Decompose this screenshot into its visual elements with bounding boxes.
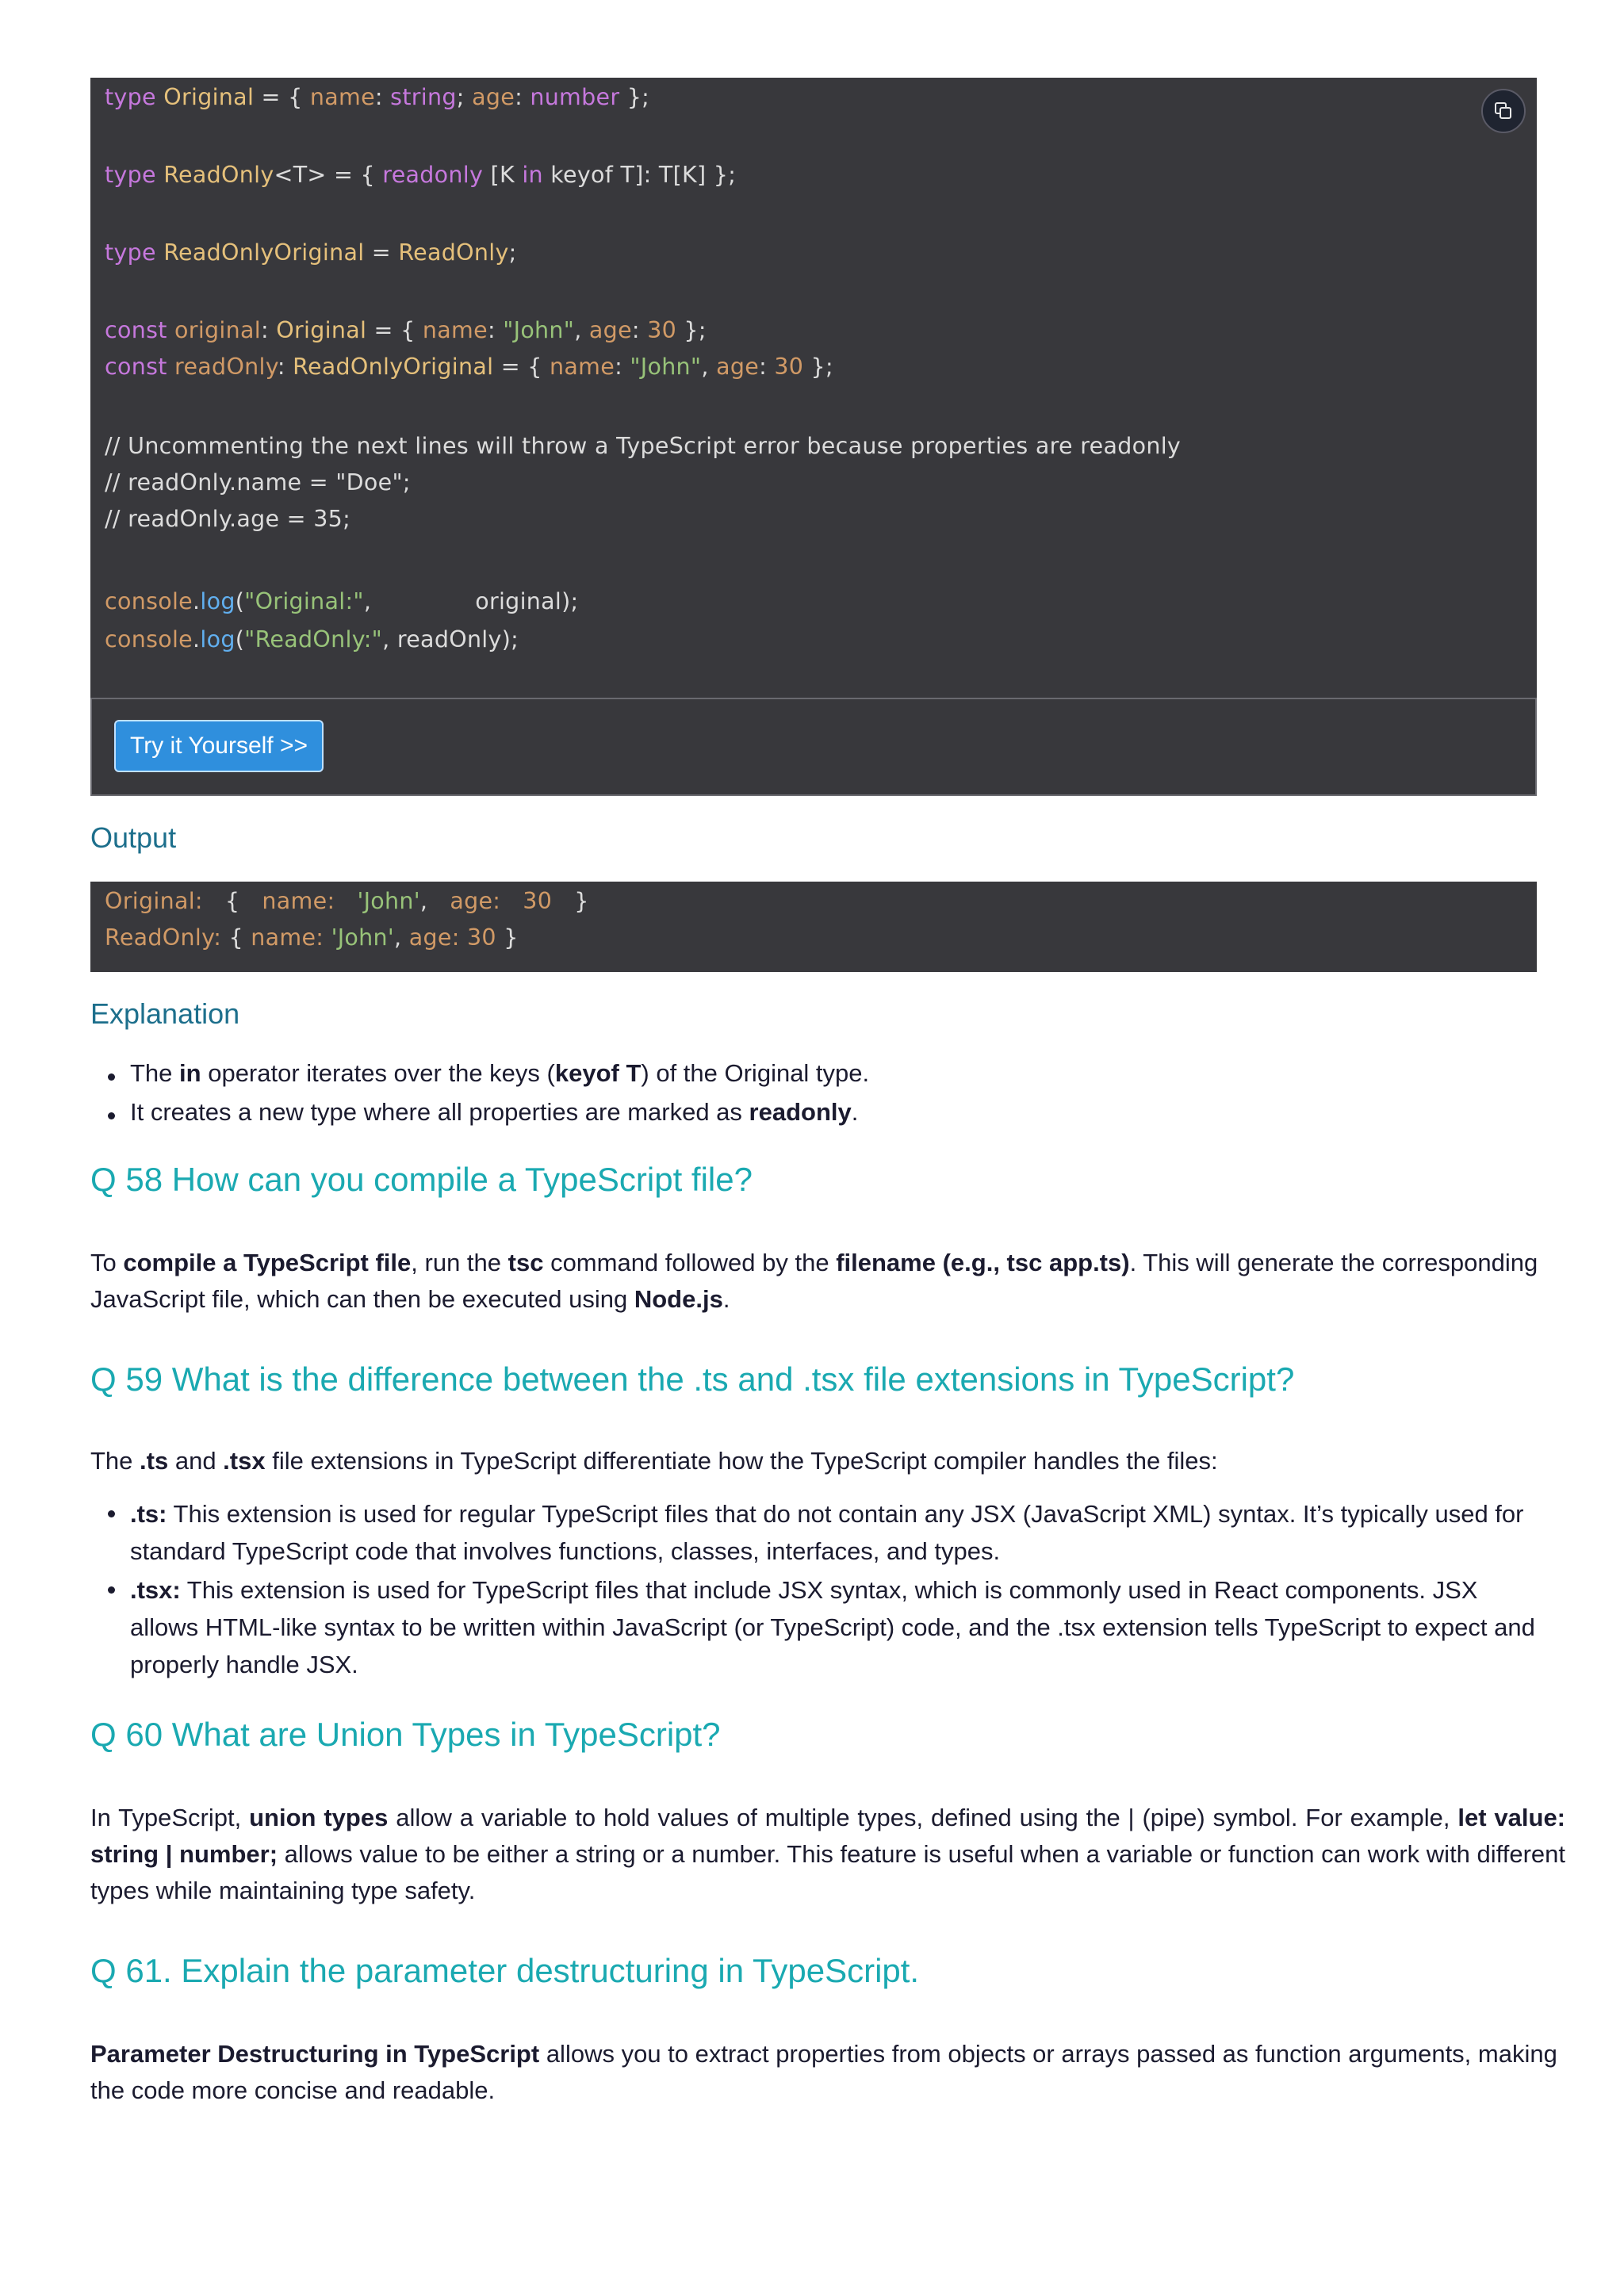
code-token: age — [472, 84, 515, 110]
code-token: , — [701, 354, 717, 380]
code-token: 30 — [523, 888, 553, 914]
code-token: }; — [619, 84, 650, 110]
code-token: 'John' — [357, 888, 420, 914]
question-59-title: Q 59 What is the difference between the .ts and .tsx file extensions in TypeScript? — [90, 1360, 1295, 1398]
text-run: file extensions in TypeScript differentiate how the TypeScript compiler handles the files: — [265, 1447, 1218, 1475]
code-token: name: — [251, 924, 324, 951]
bold-text: .tsx: — [130, 1576, 181, 1604]
code-token: ; — [456, 84, 473, 110]
code-token: console — [105, 626, 193, 652]
question-58-title: Q 58 How can you compile a TypeScript file? — [90, 1161, 753, 1198]
question-58-body — [90, 1245, 1565, 1318]
code-token: <T> = { — [274, 162, 383, 188]
code-token: age — [716, 354, 760, 380]
code-token: log — [200, 626, 236, 652]
code-token: // Uncommenting the next lines will throw a TypeScript error because properties are readonly — [105, 433, 1182, 459]
code-token: . — [193, 626, 201, 652]
code-token: ReadOnlyOriginal — [293, 354, 494, 380]
bold-text: keyof T — [554, 1059, 642, 1087]
code-token: original — [167, 317, 261, 343]
code-token: : — [515, 84, 530, 110]
code-token: [K — [483, 162, 523, 188]
code-token: age: — [450, 888, 501, 914]
bold-text: .ts: — [130, 1500, 167, 1528]
bold-text: filename (e.g., tsc app.ts) — [836, 1249, 1130, 1276]
code-token: }; — [803, 354, 833, 380]
bold-text: tsc — [508, 1249, 544, 1276]
bold-text: Node.js — [634, 1285, 723, 1313]
output-heading: Output — [90, 821, 177, 854]
copy-button[interactable] — [1481, 89, 1526, 133]
text-run: allows value to be either a string or a number. This feature is useful when a variable or function can work with different types while maintaining type safety. — [90, 1840, 1565, 1904]
bold-text: let value: string | number; — [90, 1804, 1566, 1868]
code-line — [105, 433, 1181, 459]
text-run: . — [722, 1285, 730, 1313]
text-run: In TypeScript, — [90, 1804, 250, 1831]
code-token: ReadOnly — [398, 239, 509, 266]
question-60-title: Q 60 What are Union Types in TypeScript? — [90, 1716, 721, 1753]
code-token: keyof T]: T[K] }; — [542, 162, 737, 188]
code-token: ( — [235, 626, 245, 652]
code-token: ReadOnly — [155, 162, 274, 188]
question-61-title: Q 61. Explain the parameter destructuring in TypeScript. — [90, 1952, 920, 1989]
code-token: : — [374, 84, 391, 110]
code-token: // readOnly.age = 35; — [105, 506, 350, 532]
text-run: , run the — [411, 1249, 508, 1276]
text-run: The — [130, 1059, 180, 1087]
code-token: , original); — [363, 588, 579, 614]
code-token: name — [550, 354, 615, 380]
code-line — [105, 84, 649, 110]
code-token: type — [105, 162, 156, 188]
text-run: The — [90, 1447, 140, 1475]
code-token: Original — [276, 317, 367, 343]
code-token: type — [105, 84, 156, 110]
code-token: const — [105, 354, 167, 380]
code-token — [460, 924, 467, 951]
text-run: ) of the Original type. — [641, 1059, 870, 1087]
code-token: , — [394, 924, 409, 951]
code-token: 30 — [774, 354, 804, 380]
code-token: "Original:" — [244, 588, 364, 614]
code-token: age: — [408, 924, 460, 951]
text-run: It creates a new type where all properties are marked as — [130, 1098, 749, 1126]
code-token: , — [419, 888, 450, 914]
code-token: : — [615, 354, 630, 380]
explanation-item — [130, 1059, 869, 1088]
text-run: and — [168, 1447, 224, 1475]
code-token: { — [202, 888, 262, 914]
code-token: : — [277, 354, 293, 380]
text-run: operator iterates over the keys ( — [201, 1059, 555, 1087]
code-token: age — [588, 317, 632, 343]
code-block — [90, 78, 1537, 698]
code-token: , readOnly); — [382, 626, 519, 652]
code-token: readOnly — [167, 354, 278, 380]
bold-text: union types — [249, 1804, 389, 1831]
text-run: . This will generate the corresponding JavaScript file, which can then be executed using — [90, 1249, 1538, 1313]
code-token: // readOnly.name = "Doe"; — [105, 469, 411, 496]
code-token: type — [105, 239, 156, 266]
code-token: } — [552, 888, 589, 914]
code-token: console — [105, 588, 193, 614]
code-token: ( — [235, 588, 245, 614]
output-line — [105, 924, 519, 951]
code-token: "John" — [503, 317, 575, 343]
code-token: = { — [366, 317, 423, 343]
text-run: command followed by the — [543, 1249, 837, 1276]
code-token: name — [309, 84, 375, 110]
text-run: allow a variable to hold values of multiple types, defined using the | (pipe) symbol. For example, — [388, 1804, 1458, 1831]
text-run: allows you to extract properties from objects or arrays passed as function arguments, making the code more concise and readable. — [90, 2040, 1557, 2104]
code-line — [105, 239, 517, 266]
code-token — [324, 924, 331, 951]
code-token: "John" — [630, 354, 702, 380]
question-60-body — [90, 1800, 1565, 1909]
code-token: 'John' — [331, 924, 395, 951]
code-token: 30 — [647, 317, 677, 343]
question-59-intro — [90, 1443, 1565, 1479]
code-line — [105, 588, 578, 614]
bold-text: .ts — [140, 1447, 169, 1475]
code-token: ; — [508, 239, 517, 266]
code-token — [500, 888, 523, 914]
code-token: . — [193, 588, 201, 614]
code-token: : — [487, 317, 504, 343]
code-line — [105, 162, 736, 188]
output-line — [105, 888, 589, 914]
code-token: in — [522, 162, 543, 188]
code-line — [105, 626, 519, 652]
code-token: = { — [254, 84, 310, 110]
bold-text: in — [179, 1059, 201, 1087]
code-token: { — [221, 924, 251, 951]
code-token: : — [261, 317, 277, 343]
code-token: string — [390, 84, 457, 110]
code-token: }; — [676, 317, 707, 343]
code-token: 30 — [467, 924, 496, 951]
question-59-item-tsx — [130, 1571, 1549, 1683]
text-run: This extension is used for TypeScript files that include JSX syntax, which is commonly used in React components. JSX allows HTML-like syntax to be written within JavaScript (or TypeScript) code, and the .tsx extension tells TypeScript to expect and properly handle JSX. — [130, 1576, 1535, 1678]
code-token: : — [631, 317, 648, 343]
code-token: ReadOnlyOriginal — [155, 239, 365, 266]
text-run: This extension is used for regular TypeScript files that do not contain any JSX (JavaScript XML) syntax. It’s typically used for standard TypeScript code that involves functions, classes, interfaces, and types. — [130, 1500, 1524, 1565]
text-run: . — [851, 1098, 859, 1126]
code-token: const — [105, 317, 167, 343]
code-line — [105, 506, 350, 532]
bold-text: compile a TypeScript file — [123, 1249, 412, 1276]
explanation-heading: Explanation — [90, 997, 240, 1030]
output-block — [90, 882, 1537, 972]
code-token: } — [496, 924, 519, 951]
bold-text: .tsx — [223, 1447, 266, 1475]
code-token: Original — [155, 84, 255, 110]
bold-text: Parameter Destructuring in TypeScript — [90, 2040, 540, 2068]
bold-text: readonly — [749, 1098, 852, 1126]
code-token: readonly — [382, 162, 484, 188]
code-line — [105, 469, 411, 496]
text-run: To — [90, 1249, 124, 1276]
try-it-yourself-button[interactable]: Try it Yourself >> — [114, 720, 324, 772]
code-token: = — [364, 239, 399, 266]
code-token: = { — [493, 354, 550, 380]
explanation-item — [130, 1098, 858, 1127]
code-token: name: — [262, 888, 335, 914]
copy-icon — [1493, 101, 1514, 121]
code-token — [335, 888, 357, 914]
code-token: log — [200, 588, 236, 614]
code-token: Original: — [105, 888, 203, 914]
code-line — [105, 317, 707, 343]
code-token: "ReadOnly:" — [244, 626, 383, 652]
code-token: name — [422, 317, 488, 343]
code-token: : — [759, 354, 775, 380]
code-token: , — [574, 317, 589, 343]
code-token: number — [530, 84, 620, 110]
code-line — [105, 354, 833, 380]
code-token: ReadOnly: — [105, 924, 222, 951]
try-it-bar — [90, 698, 1537, 796]
question-61-body — [90, 2036, 1565, 2109]
question-59-item-ts — [130, 1495, 1549, 1570]
